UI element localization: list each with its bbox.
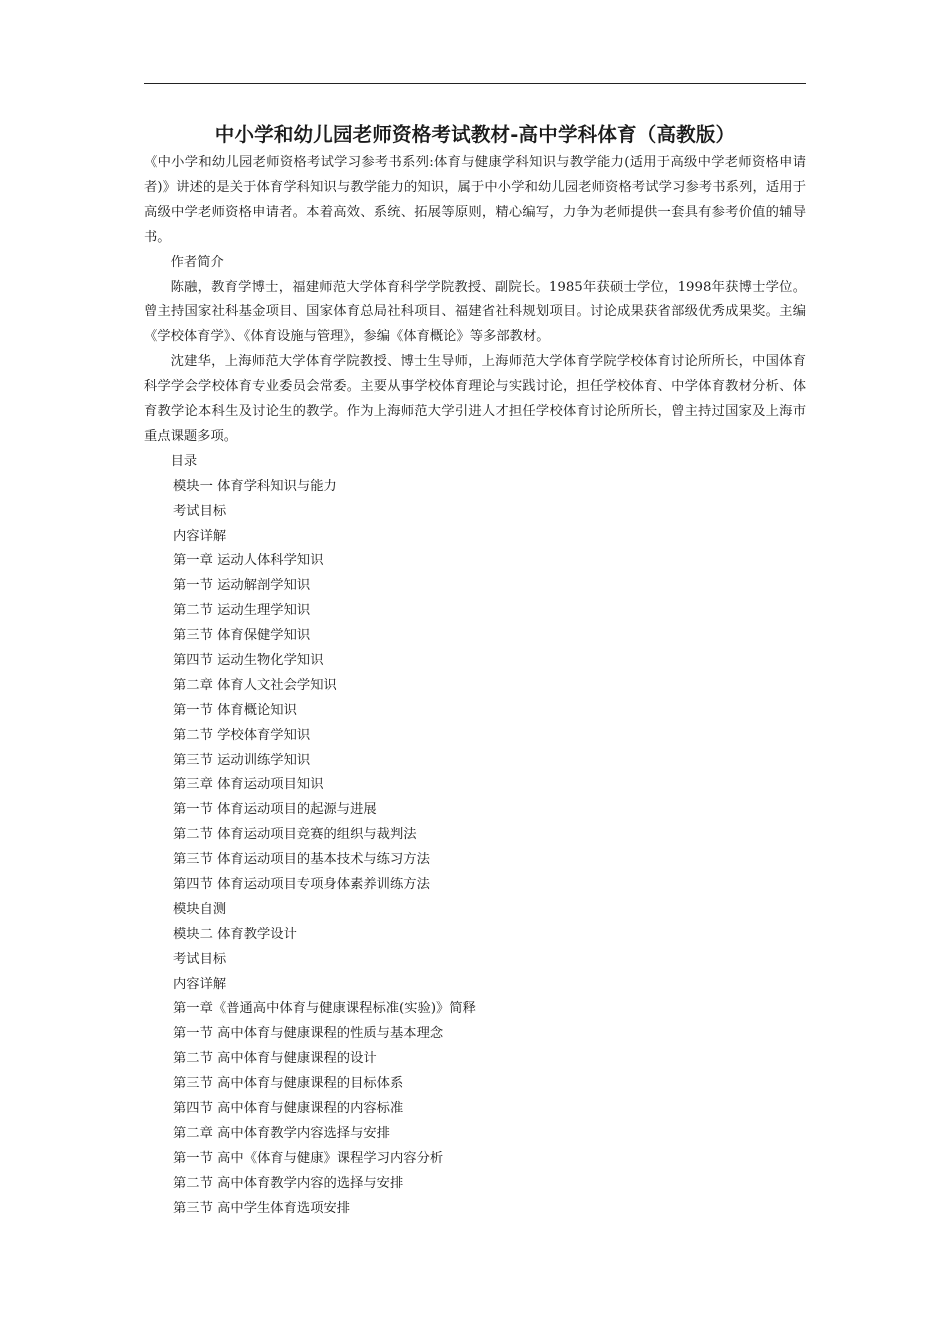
table-of-contents [144,475,806,1222]
toc-item: 第二节 运动生理学知识 [173,603,311,619]
toc-item: 第一章 运动人体科学知识 [173,553,324,569]
author-paragraph-2: 沈建华，上海师范大学体育学院教授、博士生导师，上海师范大学体育学院学校体育讨论所所长，中国体育科学学会学校体育专业委员会常委。主要从事学校体育理论与实践讨论，担任学校体育、中学体育教材分析、体育教学论本科生及讨论生的教学。作为上海师范大学引进人才担任学校体育讨论所所长，曾主持过国家及上海市重点课题多项。 [144,354,806,444]
toc-item: 模块自测 [173,901,227,917]
toc-item: 内容详解 [173,976,227,992]
toc-item: 第二章 体育人文社会学知识 [173,677,337,693]
toc-item: 第三节 运动训练学知识 [173,752,311,768]
toc-item: 第一节 高中《体育与健康》课程学习内容分析 [173,1150,444,1166]
toc-item: 第三节 体育运动项目的基本技术与练习方法 [173,852,430,868]
toc-item: 第三章 体育运动项目知识 [173,777,324,793]
header-rule [144,83,806,84]
toc-item: 第二节 高中体育教学内容的选择与安排 [173,1175,404,1191]
document-title: 中小学和幼儿园老师资格考试教材-高中学科体育（高教版） [214,123,736,146]
toc-item: 内容详解 [173,528,227,544]
toc-item: 考试目标 [173,503,227,519]
toc-item: 模块二 体育教学设计 [173,926,297,942]
intro-paragraph: 《中小学和幼儿园老师资格考试学习参考书系列:体育与健康学科知识与教学能力(适用于高级中学老师资格申请者)》讲述的是关于体育学科知识与教学能力的知识，属于中小学和幼儿园老师资格考试学习参考书系列，适用于高级中学老师资格申请者。本着高效、系统、拓展等原则，精心编写，力争为老师提供一套具有参考价值的辅导书。 [144,155,806,245]
toc-item: 第一节 高中体育与健康课程的性质与基本理念 [173,1026,444,1042]
toc-item: 第一节 运动解剖学知识 [173,578,311,594]
toc-item: 第三节 高中学生体育选项安排 [173,1200,351,1216]
toc-item: 第三节 高中体育与健康课程的目标体系 [173,1076,404,1092]
toc-item: 第一节 体育运动项目的起源与进展 [173,802,377,818]
author-paragraph-1: 陈融，教育学博士，福建师范大学体育科学学院教授、副院长。1985年获硕士学位，1998年获博士学位。曾主持国家社科基金项目、国家体育总局社科项目、福建省社科规划项目。讨论成果获省部级优秀成果奖。主编《学校体育学》、《体育设施与管理》，参编《体育概论》等多部教材。 [144,279,806,345]
toc-item: 第四节 体育运动项目专项身体素养训练方法 [173,877,430,893]
toc-heading: 目录 [170,453,198,469]
author-heading: 作者简介 [170,254,224,270]
toc-item: 第二节 高中体育与健康课程的设计 [173,1051,377,1067]
toc-item: 第二章 高中体育教学内容选择与安排 [173,1125,390,1141]
toc-item: 第二节 体育运动项目竞赛的组织与裁判法 [173,827,417,843]
toc-item: 第四节 运动生物化学知识 [173,653,324,669]
toc-item: 模块一 体育学科知识与能力 [173,478,337,494]
toc-item: 第一章《普通高中体育与健康课程标准(实验)》简释 [173,1001,476,1017]
toc-item: 第一节 体育概论知识 [173,702,297,718]
toc-item: 第四节 高中体育与健康课程的内容标准 [173,1101,404,1117]
toc-item: 考试目标 [173,951,227,967]
toc-item: 第二节 学校体育学知识 [173,727,311,743]
toc-item: 第三节 体育保健学知识 [173,628,311,644]
document-body [144,151,806,1222]
